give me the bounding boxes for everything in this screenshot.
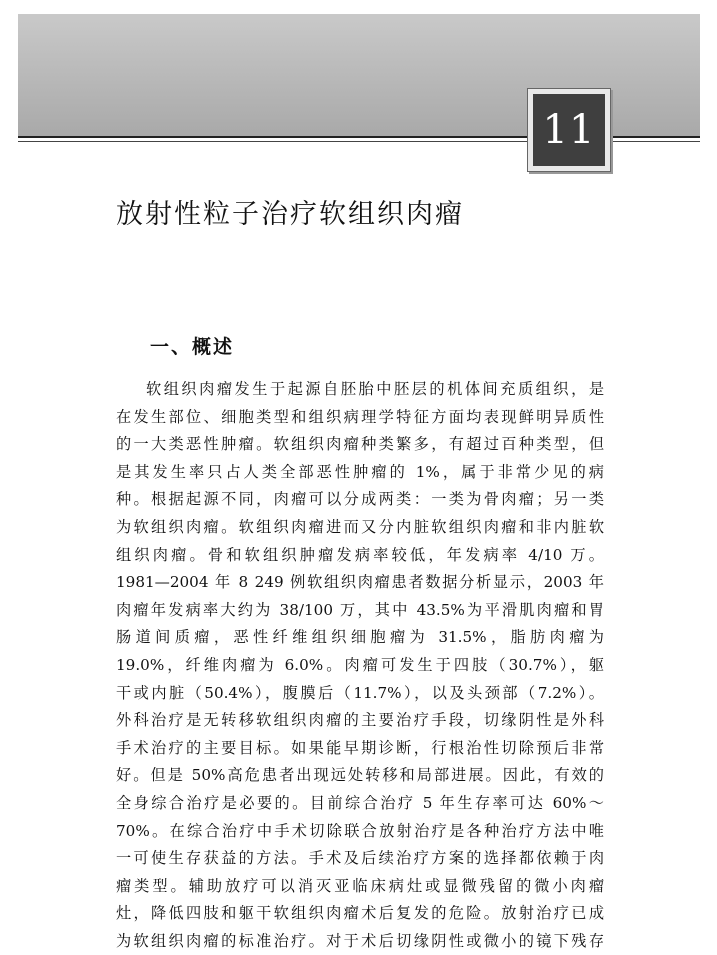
body-line: 组织肉瘤。骨和软组织肿瘤发病率较低，年发病率 4/10 万。 xyxy=(116,545,604,564)
body-line: 种。根据起源不同，肉瘤可以分成两类：一类为骨肉瘤；另一类 xyxy=(116,490,604,509)
body-line: 干或内脏（50.4%），腹膜后（11.7%），以及头颈部（7.2%）。 xyxy=(116,683,604,702)
body-line: 19.0%，纤维肉瘤为 6.0%。肉瘤可发生于四肢（30.7%），躯 xyxy=(116,655,604,674)
body-line: 外科治疗是无转移软组织肉瘤的主要治疗手段，切缘阴性是外科 xyxy=(116,711,604,730)
chapter-number: 11 xyxy=(533,94,605,166)
body-line: 1981—2004 年 8 249 例软组织肉瘤患者数据分析显示，2003 年 xyxy=(116,573,604,592)
chapter-title: 放射性粒子治疗软组织肉瘤 xyxy=(116,199,464,230)
body-line: 灶，降低四肢和躯干软组织肉瘤术后复发的危险。放射治疗已成 xyxy=(116,904,604,923)
body-paragraph xyxy=(116,376,604,955)
body-line: 肉瘤年发病率大约为 38/100 万，其中 43.5%为平滑肌肉瘤和胃 xyxy=(116,600,604,619)
body-line: 是其发生率只占人类全部恶性肿瘤的 1%，属于非常少见的病 xyxy=(116,462,604,481)
body-line: 肠道间质瘤，恶性纤维组织细胞瘤为 31.5%，脂肪肉瘤为 xyxy=(116,628,604,647)
body-line: 一可使生存获益的方法。手术及后续治疗方案的选择都依赖于肉 xyxy=(116,849,604,868)
body-line: 70%。在综合治疗中手术切除联合放射治疗是各种治疗方法中唯 xyxy=(116,821,604,840)
body-line: 为软组织肉瘤。软组织肉瘤进而又分内脏软组织肉瘤和非内脏软 xyxy=(116,517,604,536)
body-line: 瘤类型。辅助放疗可以消灭亚临床病灶或显微残留的微小肉瘤 xyxy=(116,876,604,895)
body-line: 软组织肉瘤发生于起源自胚胎中胚层的机体间充质组织，是 xyxy=(146,380,604,398)
body-line: 好。但是 50%高危患者出现远处转移和局部进展。因此，有效的 xyxy=(116,766,604,785)
body-line: 全身综合治疗是必要的。目前综合治疗 5 年生存率可达 60%～ xyxy=(116,793,604,812)
body-line: 的一大类恶性肿瘤。软组织肉瘤种类繁多，有超过百种类型，但 xyxy=(116,435,604,454)
body-line: 为软组织肉瘤的标准治疗。对于术后切缘阴性或微小的镜下残存 xyxy=(116,931,604,950)
body-line: 手术治疗的主要目标。如果能早期诊断，行根治性切除预后非常 xyxy=(116,738,604,757)
section-heading: 一、概述 xyxy=(150,336,235,358)
body-line: 在发生部位、细胞类型和组织病理学特征方面均表现鲜明异质性 xyxy=(116,407,604,426)
chapter-number-badge xyxy=(527,88,611,172)
